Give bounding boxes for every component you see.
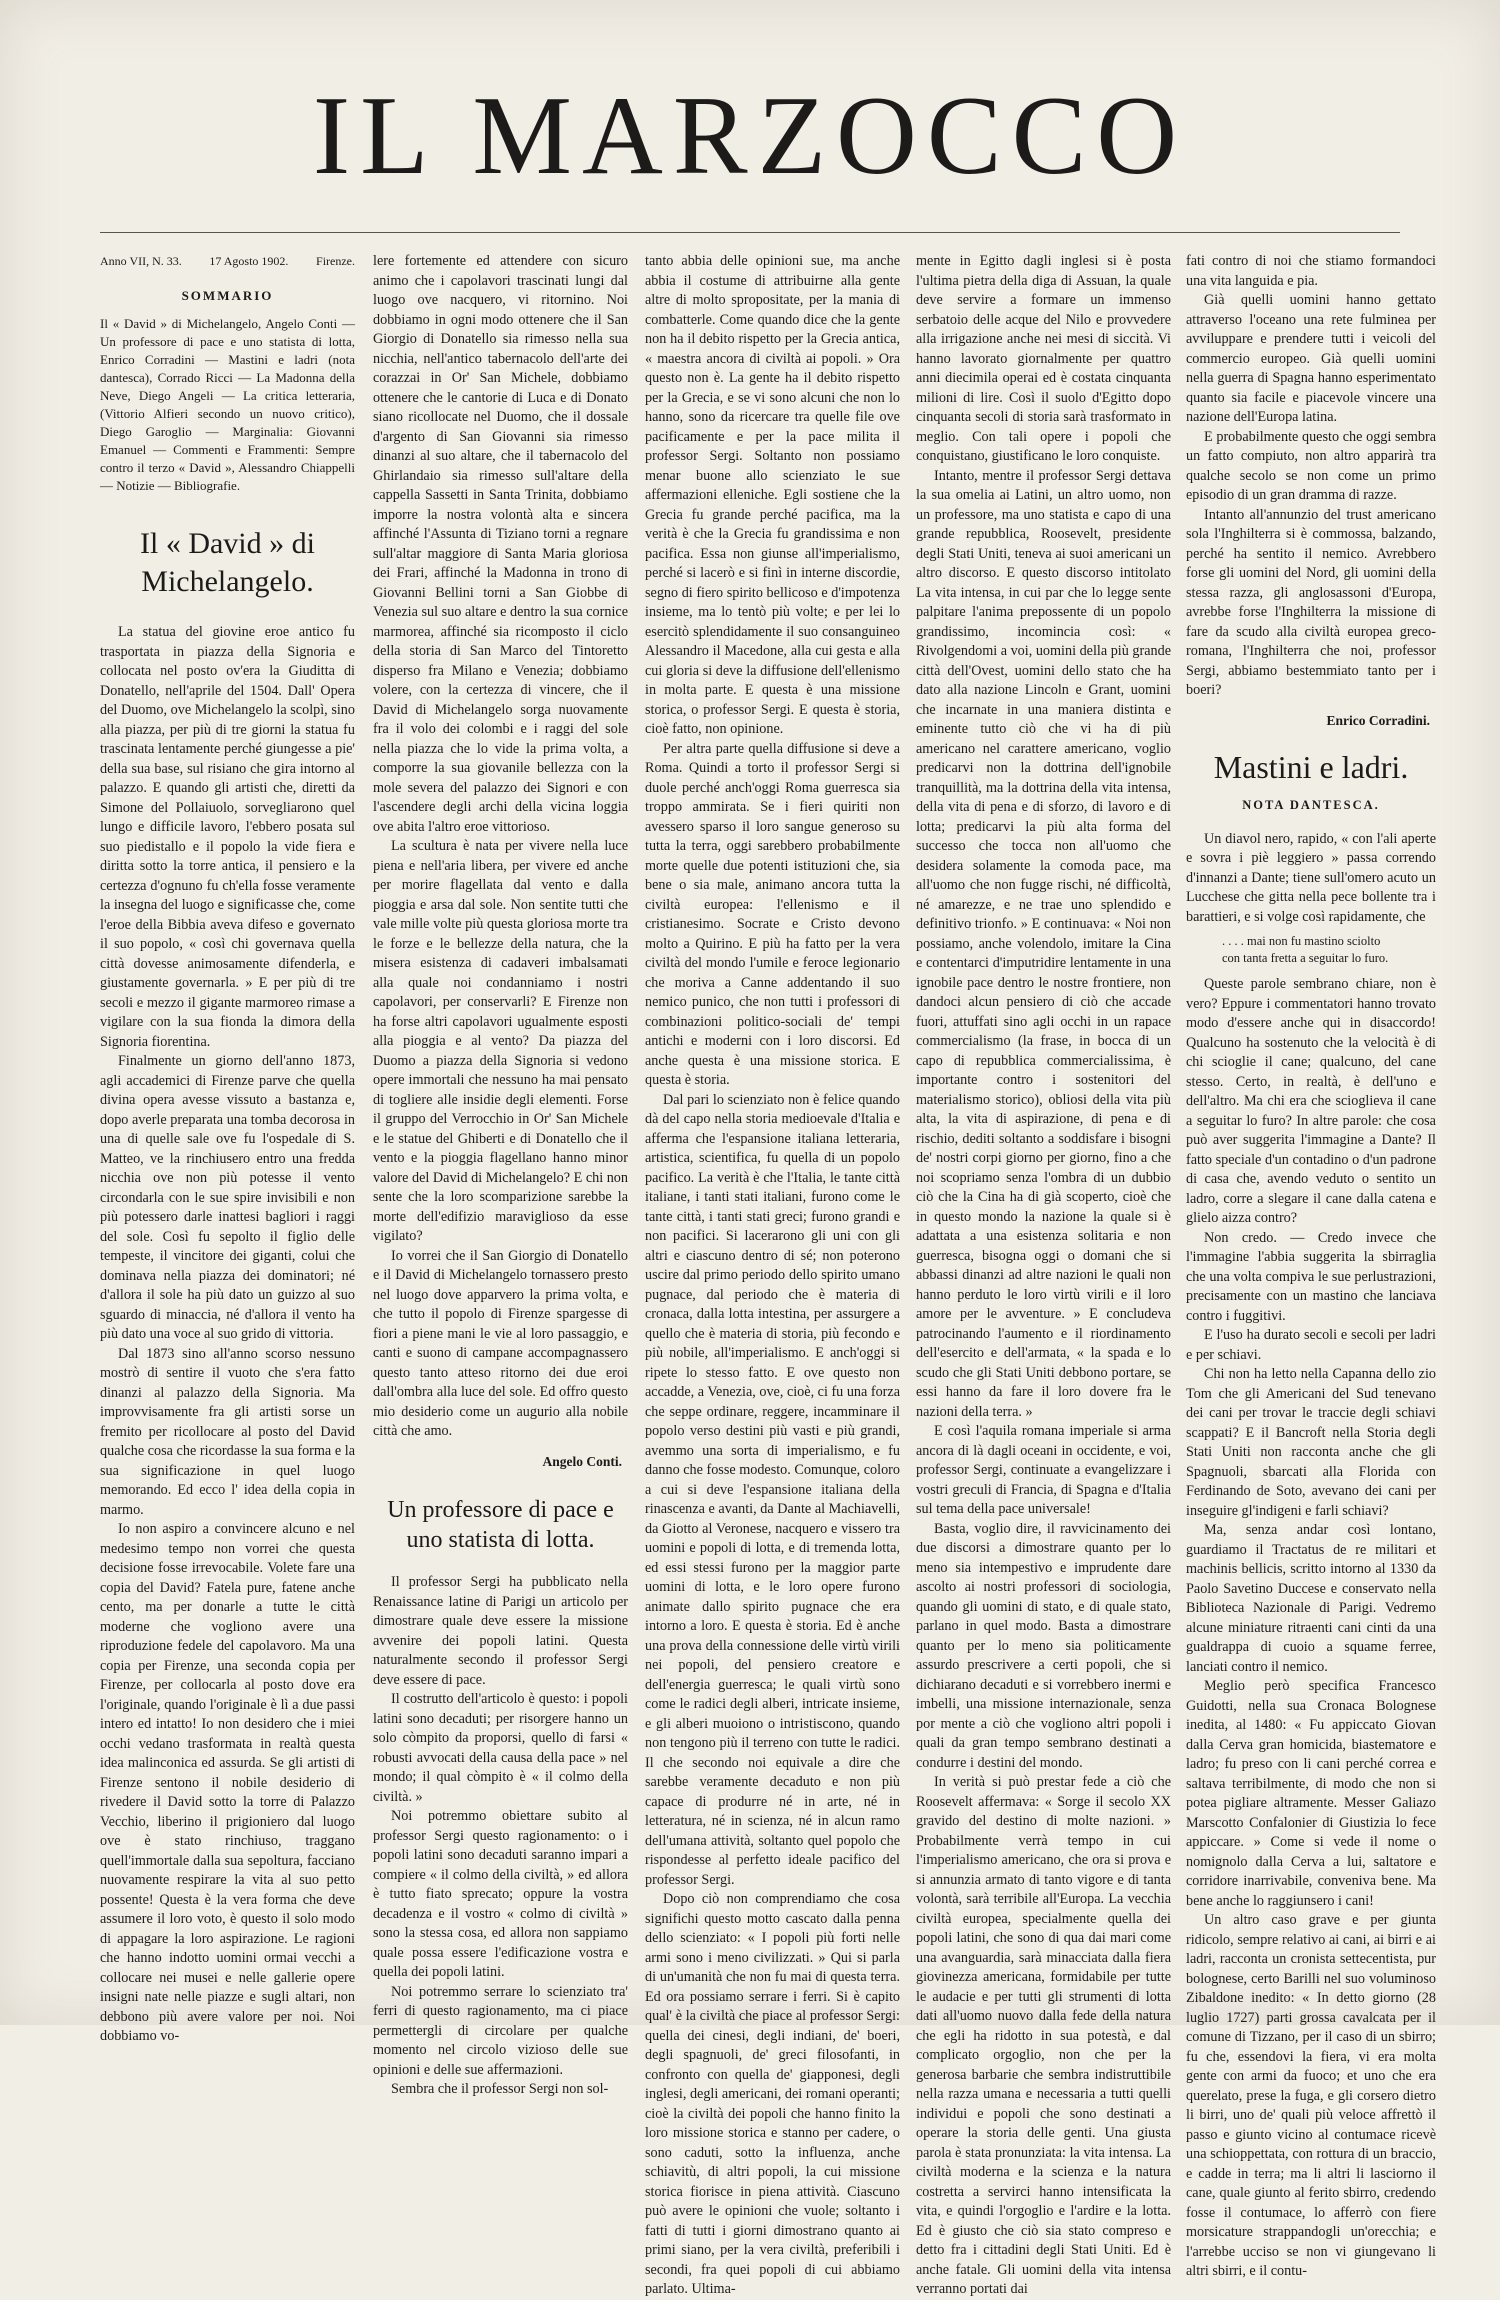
sommario-heading: SOMMARIO (181, 287, 274, 303)
paragraph: E l'uso ha durato secoli e secoli per ladri e per schiavi. (1186, 1327, 1436, 1363)
paragraph: Il costrutto dell'articolo è questo: i popoli latini sono decaduti; per risorgere hanno un solo còmpito da proporsi, quello di farsi « robusti avvocati della causa della pace » nel mondo; il qual còmpito è « il colmo della civiltà. » (373, 1691, 628, 1805)
signature-corradini: Enrico Corradini. (1326, 712, 1430, 728)
paragraph: Sembra che il professor Sergi non sol- (391, 2081, 609, 2097)
paragraph: Queste parole sembrano chiare, non è vero? Eppure i commentatori hanno trovato modo d'essere anche qui in disaccordo! Qualcuno ha sostenuto che la velocità è di chi scioglie il cane; qualcuno, del cane stesso. Certo, in realtà, è dell'uno e dell'altro. Ma chi era che scioglieva il cane a seguitar lo furo? In altre parole: che cosa può aver suggerita l'immagine a Dante? Il fatto speciale d'un contadino o d'un padrone di casa che, avendo veduto o sentito un ladro, corre a slegare il cane dalla catena e glielo aizza contro? (1186, 976, 1436, 1226)
paragraph: Già quelli uomini hanno gettato attraverso l'oceano una rete fulminea per avviluppare e prendere tutti i veicoli del commercio europeo. Già quelli uomini nella guerra di Spagna hanno esperimentato quanto sia facile e piacevole vincere una nazione dell'Europa latina. (1186, 292, 1436, 425)
sommario-text: Il « David » di Michelangelo, Angelo Conti — Un professore di pace e uno statista di lotta, Enrico Corradini — Mastini e ladri (nota dantesca), Corrado Ricci — La Madonna della Neve, Diego Angeli — La critica letteraria, (Vittorio Alfieri secondo un nuovo critico), Diego Garoglio — Marginalia: Giovanni Emanuel — Commenti e Frammenti: Sempre contro il terzo « David », Alessandro Chiappelli — Notizie — Bibliografie. (100, 316, 355, 493)
paragraph: Dal pari lo scienziato non è felice quando dà del capo nella storia medioevale d'Italia e afferma che l'espansione italiana letteraria, artistica, scientifica, fu quella di un popolo pacifico. La verità è che l'Italia, le tante città italiane, i tanti stati italiani, furono come le tante città, i tanti stati greci; furono grandi e non pacifici. Si lacerarono gli uni con gli altri e ciascuno dentro di sé; non poterono uscire dal primo periodo dello spirito umano pugnace, dal periodo che è materia di cronaca, dalla lotta intestina, per assurgere a quello che è materia di storia, più fecondo e più nobile, all'imperialismo. E anch'oggi si ripete lo stesso fatto. E ove questo non accadde, a Venezia, ove, cioè, ci fu una forza che seppe ordinare, reggere, incamminare il popolo verso destini più vasti e più grandi, avemmo una sorta di imperialismo, e fu danno che fosse modesto. Comunque, coloro a cui si deve l'espansione italiana della rinascenza e avanti, da Dante al Machiavelli, da Giotto al Veronese, nacquero e vissero tra uomini e popoli di lotta, e di tremenda lotta, ed essi stessi furono per la maggior parte uomini di lotta, e le loro opere furono animate dallo spirito pugnace che era intorno a loro. E questa è storia. Ed è anche una prova della connessione delle virtù virili nei popoli, del pensiero creatore e dell'energia guerresca; le quali virtù sono come le radici degli alberi, intricate insieme, e gli alberi muoiono o intristiscono, quando non tengono più il terreno con tutte le radici. Il che secondo noi equivale a dire che sarebbe veramente decaduto e non più capace di produrre né in arte, né in letteratura, né in scienza, né in alcun ramo dell'umana attività, soltanto quel popolo che rispondesse al perfetto ideale pacifico del professor Sergi. (645, 1091, 900, 1888)
paragraph: Io non aspiro a convincere alcuno e nel medesimo tempo non vorrei che questa decisione fosse irrevocabile. Volete fare una copia del David? Fatela pure, fatene anche cento, ma per donarle a tutte le città moderne che vogliono avere una riproduzione fedele del capolavoro. Ma una copia per Firenze, una seconda copia per Firenze, per collocarla al posto dove era l'originale, quando l'originale è lì a due passi intero ed intatto! Io non desidero che i miei occhi vedano trasformata in realtà questa idea malinconica ed assurda. Se gli artisti di Firenze sentono il nobile desiderio di rivedere il David sotto la torre di Palazzo Vecchio, liberino il prigioniero dal luogo ove è stato rinchiuso, traggano quell'immortale dalla sua sepoltura, facciano nuovamente respirare la vita al suo petto possente! Questa è la vera forma che deve assumere il loro voto, è questo il solo modo di appagare la loro aspirazione. Le ragioni che hanno indotto uomini ormai vecchi a collocare nei musei e nelle gallerie opere insigni nate nelle piazze e sugli altari, non debbono più avere valore per noi. Noi dobbiamo vo- (100, 1521, 355, 2044)
paragraph: Intanto all'annunzio del trust americano sola l'Inghilterra si è commossa, balzando, perché ha sentito il nemico. Avrebbero forse gli uomini del Nord, gli uomini della stessa razza, gli anglosassoni d'Europa, avrebbe forse l'Inghilterra la missione di fare da scudo alla civiltà europea greco-romana, l'Inghilterra che noi, professor Sergi, abbiamo bestemmiato tanto per i boeri? (1186, 506, 1436, 698)
column-1 (100, 252, 355, 2044)
paragraph: Dal 1873 sino all'anno scorso nessuno mostrò di sentire il vuoto che s'era fatto dinanzi al palazzo della Signoria. Ma improvvisamente fra gli artisti sorse un fremito per ricollocare al posto del David qualche cosa che ricordasse la sua forma e la sua significazione in quel luogo memorando. Ed ecco l' idea della copia in marmo. (100, 1345, 355, 1518)
article-subtitle-mastini: NOTA DANTESCA. (1242, 798, 1380, 812)
paragraph: Un diavol nero, rapido, « con l'ali aperte e sovra i piè leggiero » passa correndo d'innanzi a Dante; tiene sull'omero acuto un Lucchese che gitta nella pece bollente tra i barattieri, e si volge così rapidamente, che (1186, 830, 1436, 925)
issue-number: Anno VII, N. 33. (100, 254, 182, 268)
newspaper-masthead: IL MARZOCCO (312, 74, 1188, 198)
paragraph: Noi potremmo obiettare subito al professor Sergi questo ragionamento: o i popoli latini sono decaduti saranno impari a compiere « il colmo della civiltà, » ed allora è tutto fiato sprecato; oppure la vostra decadenza e il vostro « colmo di civiltà » sono la stessa cosa, ed allora non sappiamo quale possa essere l'edificazione vostra e quella dei popoli latini. (373, 1808, 628, 1980)
paragraph: fati contro di noi che stiamo formandoci una vita languida e pia. (1186, 253, 1436, 289)
paragraph: Meglio però specifica Francesco Guidotti, nella sua Cronaca Bolognese inedita, al 1480: « Fu appiccato Giovan dalla Cerva gran homicida, biastematore e ladro; fu preso con li cani perché correa e saltava terribilmente, di modo che non si potea pigliare altramente. Messer Galiazo Marscotto Confalonier di Giustizia lo fece appiccare. » Come si vede il nome o nomignolo dalla Cerva a lui, saltatore e corridore inarrivabile, conveniva bene. Ma bene anche lo raggiunsero i cani! (1186, 1678, 1436, 1909)
paragraph: In verità si può prestar fede a ciò che Roosevelt affermava: « Sorge il secolo XX gravido del destino di molte nazioni. » Probabilmente verrà tempo in cui l'imperialismo americano, che ora si prova e si annunzia armato di tanto vigore e di tanta volontà, sarà terribile all'Europa. La vecchia civiltà europea, specialmente quella dei popoli latini, che sono di qua dai mari come una avanguardia, sarà minacciata dalla fiera giovinezza americana, formidabile per tutte le audacie e per tutti gli strumenti di lotta dati all'uomo nuovo dalla fede della natura che egli ha ridotto in sua potestà, e dal complicato orgoglio, non che per la generosa barbarie che sembra indistruttibile nella razza umana e necessaria a tutti quelli individui e popoli che sono destinati a operare la storia delle genti. Una giusta parola è stata pronunziata: la vita intensa. La civiltà moderna e la scienza e la natura costretta a servirci hanno intensificata la vita, e quindi l'orgoglio e l'ardire e la lotta. Ed è giusto che ciò sia stato compreso e detto fra i cittadini degli Stati Uniti. Ed è anche fatale. Gli uomini della vita intensa verranno portati dai (916, 1774, 1171, 2297)
paragraph: Un altro caso grave e per giunta ridicolo, sempre relativo ai cani, ai birri e ai ladri, racconta un cronista settecentista, pur bolognese, certo Barilli nel suo voluminoso Zibaldone inedito: « In detto giorno (28 luglio 1727) parti grossa cavalcata per il comune di Tizzano, per il caso di un sbirro; fu che, essendovi la fiera, vi era molta gente con armi da fuoco; et uno che era querelato, prese la fuga, e gli corsero dietro li birri, uno de' quali più veloce affrettò il passo e giunto vicino al contumace ricevè una schioppettata, con rottura di un braccio, e cadde in terra; ma li altri li lasciorno il cane, quale giunto al ferito sbirro, credendo fosse il contumace, lo afferrò con fiere morsicature strappandogli un'orecchia; e l'arrebbe ucciso se non vi giungevano li altri sbirri, e il contu- (1186, 1912, 1436, 2279)
paragraph: mente in Egitto dagli inglesi si è posta l'ultima pietra della diga di Assuan, la quale deve servire a formare un immenso serbatoio delle acque del Nilo e provvedere alla irrigazione anche nei mesi di siccità. Vi hanno lavorato giornalmente per quattro anni diecimila operai ed è costata cinquanta milioni di lire. Così il suolo d'Egitto dopo cinquanta secoli di storia sarà trasformato in meglio. Con tali opere i popoli che conquistano, giustificano le loro conquiste. (916, 253, 1171, 464)
paragraph: Chi non ha letto nella Capanna dello zio Tom che gli Americani del Sud tenevano dei cani per trovar le traccie degli schiavi scappati? E il Bancroft nella Storia degli Stati Uniti non racconta anche che gli Spagnuoli, sbarcati alla Florida con Ferdinando de Soto, avevano dei cani per inseguire gl'indigeni e farli schiavi? (1186, 1366, 1436, 1519)
paragraph: Basta, voglio dire, il ravvicinamento dei due discorsi a dimostrare quanto per lo meno sia intempestivo e imprudente dare ascolto ai nostri professori di sociologia, quando gli uomini di stato, e di quale stato, parlano in quel modo. Basta a dimostrare quanto per lo meno sia politicamente assurdo prescrivere a certi popoli, che si dichiarano decaduti e si vorrebbero inermi e imbelli, una missione internazionale, senza por mente a ciò che vogliono altri popoli i quali da gran tempo sembrano destinati a condurre i destini del mondo. (916, 1520, 1171, 1771)
header-rule (100, 232, 1400, 233)
paragraph: E probabilmente questo che oggi sembra un fatto compiuto, non altro apparirà tra qualche secolo se non come un primo episodio di un gran dramma di razze. (1186, 428, 1436, 503)
verse-quote: . . . . mai non fu mastino sciolto con tanta fretta a seguitar lo furo. (1222, 934, 1389, 965)
column-3 (645, 252, 900, 2297)
paragraph: Il professor Sergi ha pubblicato nella Renaissance latine di Parigi un articolo per dimostrare quale deve essere la missione avvenire dei popoli latini. Questa naturalmente secondo il professor Sergi deve essere di pace. (373, 1574, 628, 1688)
column-4 (916, 252, 1171, 2297)
paragraph: E così l'aquila romana imperiale si arma ancora di là dagli oceani in occidente, e voi, professor Sergi, continuate a evangelizzare i vostri greculi di Francia, di Spagna e d'Italia sul tema della pace universale! (916, 1423, 1171, 1517)
paragraph: Finalmente un giorno dell'anno 1873, agli accademici di Firenze parve che quella divina opera avesse vissuto a bastanza e, dopo averle preparata una tomba decorosa in una di quelle sale ove fu l'ospedale di S. Matteo, ve la rinchiusero entro una fredda nicchia ove non più potesse il vento circondarla con le sue spire invisibili e non più potessero darle inattesi bagliori i raggi del sole. Così fu sepolto il figlio delle tempeste, il vincitore dei giganti, colui che dominava nella piazza dei dominatori; né d'allora il sole ha più dato un guizzo al suo sguardo di minaccia, né d'allora il vento ha più dato una voce al suo grido di vittoria. (100, 1053, 355, 1342)
paragraph: Noi potremmo serrare lo scienziato tra' ferri di questo ragionamento, ma ci piace permettergli di circolare per qualche momento nel circolo vizioso delle sue opinioni e delle sue affermazioni. (373, 1983, 628, 2078)
paragraph: Per altra parte quella diffusione si deve a Roma. Quindi a torto il professor Sergi si duole perché anch'oggi Roma guerresca sia troppo ammirata. Se i fieri quiriti non avessero sparso il loro sangue generoso su tutta la terra, oggi sarebbero probabilmente morte quelle due potenti istituzioni che, sia bene o sia male, animano ancora tutta la civiltà europea: l'ellenismo e il cristianesimo. Socrate e Cristo devono molto a Quirino. E più ha fatto per la vera civiltà del mondo l'umile e feroce legionario che moriva a Canne addentando il suo nemico punico, che non tutti i professori di combinazioni politico-sociali de' tempi antichi e moderni con i loro discorsi. Ed anche questa è una missione storica. E questa è storia. (645, 740, 900, 1088)
paragraph: Non credo. — Credo invece che l'immagine l'abbia suggerita la sbirraglia che una volta compiva le sue perlustrazioni, precisamente con un mastino che lanciava contro i fuggitivi. (1186, 1229, 1436, 1324)
issue-date: 17 Agosto 1902. (209, 254, 289, 268)
issue-city: Firenze. (316, 254, 355, 268)
signature-conti: Angelo Conti. (542, 1453, 622, 1469)
article-title-david: Il « David » di Michelangelo. (140, 527, 315, 598)
paragraph: tanto abbia delle opinioni sue, ma anche abbia il costume di attribuirne alla gente altre di molto spropositate, per la mania di combatterle. Come quando dice che la gente non ha il debito rispetto per la Grecia antica, « maestra ancora di civiltà ai popoli. » Ora questo non è. La gente ha il debito rispetto per la Grecia, e se vi sono alcuni che non lo hanno, sono da ricercare tra quelle file ove pacificamente e per la pace milita il professor Sergi. Soltanto non possiamo menar buone allo scienziato le sue affermazioni elleniche. Egli sostiene che la Grecia fu grande perché pacifica, ma la verità è che la Grecia fu grandissima e non pacifica. Essa non giunse all'imperialismo, perché si lacerò e si finì in interne discordie, segno di fiero spirito bellicoso e d'impotenza insieme, ma lo tentò più volte; e per lei lo esercitò splendidamente il suo consanguineo Alessandro il Macedone, alla cui gesta e alla cui gloria si deve la diffusione dell'ellenismo in molta parte. E questa è una missione storica, o professor Sergi. E questa è storia, cioè fatto, non opinione. (645, 253, 900, 737)
article-title-mastini: Mastini e ladri. (1213, 749, 1409, 785)
issue-line (100, 252, 355, 272)
article-title-professore: Un professore di pace e uno statista di lotta. (387, 1497, 614, 1553)
paragraph: Io vorrei che il San Giorgio di Donatello e il David di Michelangelo tornassero presto nel luogo dove apparvero la prima volta, e che tutto il popolo di Firenze spargesse di fiori a piene mani le vie al loro passaggio, e canti e suono di campane accompagnassero questo tanto atteso ritorno dei due eroi dall'ombra alla luce del sole. Ed offro questo mio desiderio come un augurio alla nobile città che amo. (373, 1247, 628, 1439)
paragraph: Intanto, mentre il professor Sergi dettava la sua omelia ai Latini, un altro uomo, non un professore, ma uno statista e capo di una grande repubblica, Roosevelt, presidente degli Stati Uniti, teneva ai suoi americani un altro discorso. E questo discorso intitolato La vita intensa, in cui par che lo legge sente palpitare l'anima prepossente di un popolo grandissimo, incomincia così: « Rivolgendomi a voi, uomini della più grande città dell'Ovest, uomini dello stato che ha dato alla nazione Lincoln e Grant, uomini che incarnate in una maniera distinta e eminente tutto ciò che vi ha di più americano nel carattere americano, voglio predicarvi non la dottrina dell'ignobile tranquillità, ma la dottrina della vita intensa, della vita di pena e di sforzo, di lavoro e di lotta; predicarvi la più alta forma del successo che tocca non all'uomo che desidera solamente la comoda pace, ma all'uomo che non fugge rischi, né difficoltà, né amarezze, e ne trae uno splendido e definitivo trionfo. » E continuava: « Noi non possiamo, anche volendolo, imitare la Cina e contentarci d'imputridire lentamente in una ignobile pace dentro le nostre frontiere, non dandoci alcun pensiero di ciò che accade fuori, attuffati sino agli occhi in un rapace commercialismo (la frase, in bocca di un capo di repubblica commercialissima, è importante contro i sostenitori del materialismo storico), obliosi della vita più alta, la vita di aspirazione, di pena e di rischio, dediti soltanto a soddisfare i bisogni de' nostri corpi giorno per giorno, fino a che noi scopriamo senza l'ombra di un dubbio ciò che la Cina ha di già scoperto, cioè che in questo mondo la nazione la quale si è adattata a una esistenza solitaria e non guerresca, bisogna oggi o domani che si abbassi dinanzi ad altre nazioni le quali non hanno perduto le loro virtù virili e il loro amore per le avventure. » E concludeva patrocinando l'aumento e il riordinamento dell'esercito e dell'armata, « la spada e lo scudo che gli Stati Uniti debbono portare, se essi hanno da fare il loro dovere fra le nazioni della terra. » (916, 467, 1171, 1420)
paragraph: lere fortemente ed attendere con sicuro animo che i capolavori trascinati lungi dal luogo ove nacquero, vi ritornino. Noi dobbiamo in ogni modo ottenere che il San Giorgio di Donatello sia rimesso nella sua nicchia, nell'antico tabernacolo dell'arte dei corazzai in Or' San Michele, dobbiamo ottenere che le cantorie di Luca e di Donato siano ricollocate nel Duomo, che il dossale d'argento di San Giovanni sia rimesso dinanzi al suo altare, che il tabernacolo del Ghirlandaio sia rimesso sull'altare della cappella Sassetti in Santa Trinita, dobbiamo imporre la nostra volontà alta e sincera affinché l'Assunta di Tiziano torni a regnare sull'altar maggiore di Santa Maria gloriosa dei Frari, affinché la Madonna in trono di Giovanni Bellini torni a San Giobbe di Venezia sul suo altare e dentro la sua cornice marmorea, affinché sia ricomposto il ciclo della storia di San Marco del Tintoretto disperso fra Milano e Venezia; dobbiamo volere, con la certezza di vincere, che il David di Michelangelo sorga nuovamente fra il volo dei colombi e i raggi del sole nella piazza che lo vide la prima volta, a comporre la sua giovanile bellezza con la mole severa del palazzo dei Signori e con l'ascendere degli archi della vicina loggia ove abita l'altro eroe vittorioso. (373, 253, 628, 835)
column-2 (373, 252, 628, 2097)
column-5 (1186, 252, 1436, 2279)
paragraph: Dopo ciò non comprendiamo che cosa significhi questo motto cascato dalla penna dello scienziato: « I popoli più forti nelle armi sono i meno civilizzati. » Qui si parla di un'umanità che non fu mai di questa terra. Ed ora possiamo serrare i ferri. Si è capito qual' è la civiltà che piace al professor Sergi: quella dei cinesi, degli indiani, de' boeri, degli spagnuoli, de' greci filosofanti, in confronto con quella de' giapponesi, degli inglesi, degli americani, dei romani operanti; cioè la civiltà dei popoli che hanno finito la loro missione storica e stanno per cadere, o sono caduti, sotto la influenza, anche schiavitù, di altri popoli, la cui missione storica fiorisce in piena attività. Ciascuno può avere le opinioni che vuole; soltanto i fatti di tutti i giorni dimostrano quanto ai primi siano, per la vera civiltà, preferibili i secondi, fra quei popoli di cui abbiamo parlato. Ultima- (645, 1891, 900, 2297)
paragraph: La scultura è nata per vivere nella luce piena e nell'aria libera, per vivere ed anche per morire flagellata dal vento e dalla pioggia e arsa dal sole. Non sentite tutti che vale mille volte più questa gloriosa morte tra le forze e le bellezze della natura, che la misera esistenza di cadaveri imbalsamati alla quale noi condanniamo i nostri capolavori, per conservarli? E Firenze non ha forse altri capolavori ugualmente esposti alla pioggia e al vento? Da piazza del Duomo a piazza della Signoria si vedono opere immortali che nessuno ha mai pensato di togliere alle insidie degli elementi. Forse il gruppo del Verrocchio in Or' San Michele e le statue del Ghiberti e di Donatello che il vento e la pioggia flagellano hanno minor valore del David di Michelangelo? E chi non sente che la loro scomparizione sarebbe la morte dell'edifizio maraviglioso da esse vigilato? (373, 838, 628, 1244)
paragraph: Ma, senza andar così lontano, guardiamo il Tractatus de re militari et machinis bellicis, scritto intorno al 1330 da Paolo Savetino Duccese e conservato nella Biblioteca Nazionale di Parigi. Vedremo alcune miniature ritraenti cani cinti da una gualdrappa di cuoio a squame ferree, lanciati contro il nemico. (1186, 1522, 1436, 1675)
paragraph: La statua del giovine eroe antico fu trasportata in piazza della Signoria e collocata nel posto ov'era la Giuditta di Donatello, nell'aprile del 1504. Dall' Opera del Duomo, ove Michelangelo la scolpì, sino alla piazza, per più di tre giorni la statua fu trascinata lentamente perché giungesse a pie' della sua base, sul risiano che gira intorno al palazzo. E quando gli artisti che, diretti da Simone del Pollaiuolo, sorvegliarono quel lungo e difficile lavoro, l'ebbero posata sul suo piedistallo e il popolo la vide fiera e diritta sotto la torre antica, il pensiero e la certezza d'ognuno fu ch'ella fosse veramente la insegna del luogo e significasse che, come l'eroe della Bibbia aveva difeso e governato il suo popolo, « così chi governava quella città dovesse animosamente difenderla, e giustamente governarla. » E per più di tre secoli e mezzo il gigante marmoreo rimase a vigilare con la sua fionda la dimora della Signoria fiorentina. (100, 624, 355, 1050)
